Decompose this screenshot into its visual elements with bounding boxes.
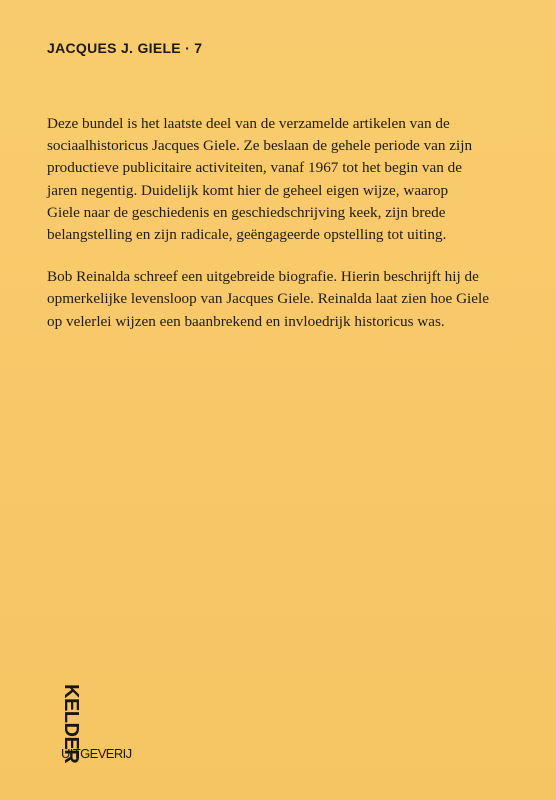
logo-uitgeverij-wordmark: UITGEVERIJ [61, 746, 132, 761]
blurb-paragraph-1: Deze bundel is het laatste deel van de verzamelde artikelen van de sociaalhistoricus Jacques Giele. Ze beslaan de gehele periode van zijn productieve publicitaire activiteiten, vanaf 1967 tot het begin van de jaren negentig. Duidelijk komt hier de geheel eigen wijze, waarop Giele naar de geschiedenis en geschiedschrijving keek, zijn brede belangstelling en zijn radicale, geëngageerde opstelling tot uiting. [47, 115, 473, 244]
blurb-paragraph-2: Bob Reinalda schreef een uitgebreide biografie. Hierin beschrijft hij de opmerkelijke levensloop van Jacques Giele. Reinalda laat zien hoe Giele op velerlei wijzen een baanbrekend en invloedrijk historicus was. [47, 268, 489, 330]
series-title: JACQUES J. GIELE · 7 [47, 40, 203, 56]
logo-kelder-wordmark: KELDER [60, 684, 82, 764]
publisher-logo [45, 686, 165, 766]
blurb-text [47, 113, 517, 353]
